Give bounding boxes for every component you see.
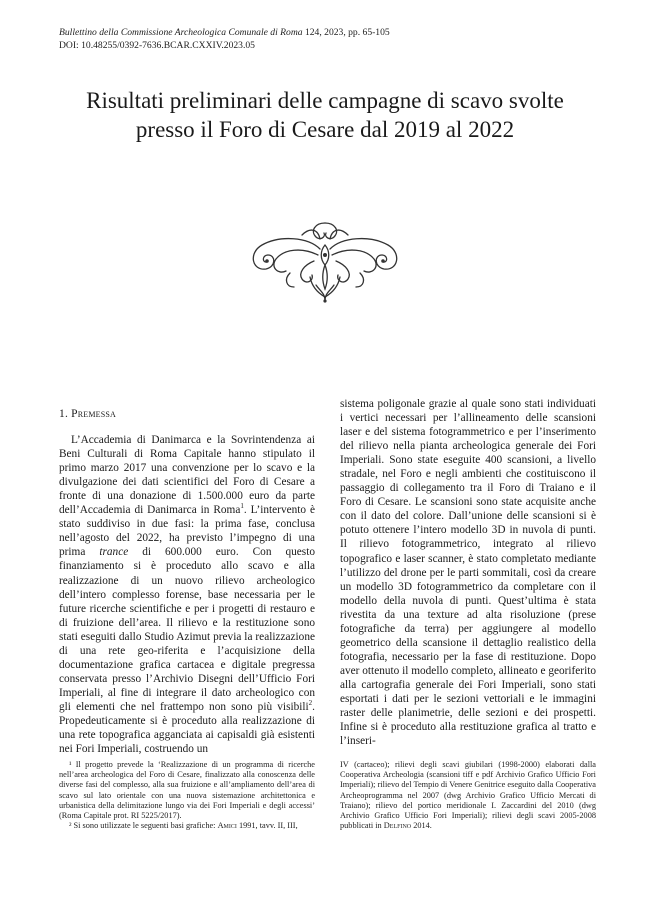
- journal-citation: [59, 26, 599, 39]
- footnote-ref[interactable]: 1: [240, 502, 244, 511]
- decorative-scroll-ornament-icon: [240, 215, 410, 305]
- text-run-italic: trance: [99, 546, 129, 559]
- footnote-2-continued: [340, 760, 596, 831]
- footnote-2: [59, 821, 315, 831]
- text-run: . Propedeuticamente si è proceduto alla realizzazione di una rete topografica agganciata ai capisaldi già esistenti nei Fori Imperiali, costruendo un: [59, 700, 315, 756]
- author-small-caps: Amici: [217, 821, 237, 831]
- footnote-ref[interactable]: 2: [308, 699, 313, 708]
- doi-line: DOI: 10.48255/0392-7636.BCAR.CXXIV.2023.05: [59, 40, 255, 51]
- body-paragraph-continued: sistema poligonale grazie al quale sono stati individuati i vertici necessari per l’allineamento delle scansioni laser e del sistema fotogrammetrico e per l’inserimento del rilievo nella pianta archeologica generale dei Fori Imperiali. Sono state eseguite 400 scansioni, a livello stradale, nel Foro e negli ambienti che costituiscono il passaggio di collegamento tra il Foro di Traiano e il Foro di Cesare. Le scansioni sono state acquisite anche con il dato del colore. Dall’unione delle scansioni si è potuto ottenere l’intero modello 3D in nuvola di punti. Il rilievo fotogrammetrico, integrato al rilievo topografico e laser scanner, è stato completato mediante l’utilizzo del drone per le parti sommitali, così da creare un modello 3D fotogrammetrico da completare con il modello della nuvola di punti. Quest’ultima è stata rivestita da una texture ad alta risoluzione (prese fotografiche da terra) per aggiungere al modello geometrico della scansione il dettaglio realistico della fotografia, necessario per la fase di restituzione. Dopo aver ottenuto il modello completo, allineato e georiferito alla cartografia generale dei Fori Imperiali, sono stati esportati i dati per le sezioni vettoriali e le immagini raster delle planimetrie, delle sezioni e dei prospetti. Infine si è proceduto alla restituzione grafica al tratto e l’inseri-: [340, 398, 596, 748]
- journal-name: Bullettino della Commissione Archeologica Comunale di Roma: [59, 27, 303, 38]
- text-run: ² Si sono utilizzate le seguenti basi grafiche:: [69, 821, 218, 831]
- text-run: 1991, tavv. II, III,: [236, 821, 298, 831]
- text-run: . L’intervento è stato suddiviso in due fasi: la prima fase, conclusa nell’agosto del 2022, ha previsto l’impegno di una prima: [59, 504, 315, 559]
- body-column-left: [59, 397, 315, 756]
- section-name: Premessa: [71, 408, 117, 420]
- section-heading: [59, 407, 315, 421]
- running-header: [59, 26, 599, 52]
- article-title-line-1: Risultati preliminari delle campagne di scavo svolte: [86, 88, 564, 113]
- article-title: [40, 86, 610, 144]
- body-paragraph: [59, 433, 315, 756]
- author-small-caps: Delfino: [383, 821, 412, 831]
- footnotes-right: [340, 760, 596, 831]
- section-number: 1.: [59, 408, 72, 420]
- text-run: IV (cartaceo); rilievi degli scavi giubilari (1998-2000) elaborati dalla Cooperativa Archeologia (scansioni tiff e pdf Archivio Grafico Ufficio Fori Imperiali); rilievo del Tempio di Venere Genitrice eseguito dalla Cooperativa Archeoprogramma nel 2007 (dwg Archivio Grafico Ufficio Mercati di Traiano); rilievo del portico meridionale I. Zaccardini del 2010 (dwg Archivio Grafico Ufficio Fori Imperiali); rilievi degli scavi 2005-2008 pubblicati in: [340, 760, 596, 831]
- text-run: di 600.000 euro. Con questo finanziamento si è proceduto allo scavo e alla realizzazione di un nuovo rilievo archeologico dell’intero complesso forense, base necessaria per le future ricerche scientifiche e per i progetti di restauro e di fruizione dell’area. Il rilievo e la restituzione sono stati eseguiti dallo Studio Azimut previa la realizzazione di una rete geo-riferita e l’acquisizione della documentazione grafica cartacea e digitale pregressa conservata presso l’Archivio Disegni dell’Ufficio Fori Imperiali, al fine di integrare il dato archeologico con gli elementi che nel frattempo non sono più visibili: [59, 546, 315, 713]
- footnote-1: ¹ Il progetto prevede la ‘Realizzazione di un programma di ricerche nell’area archeologica del Foro di Cesare, finalizzato alla conoscenza delle diverse fasi del complesso, alla sua fruizione e all’ampliamento dell’area di scavo sul lato orientale con una nuova sistemazione architettonica e urbanistica della delimitazione lungo via dei Fori Imperiali e degli accessi’ (Roma Capitale prot. RI 5225/2017).: [59, 760, 315, 821]
- text-run: L’Accademia di Danimarca e la Sovrintendenza ai Beni Culturali di Roma Capitale hanno stipulato il primo marzo 2017 una convenzione per lo scavo e la divulgazione dei dati scientifici del Foro di Cesare a fronte di una donazione di 1.500.000 euro da parte dell’Accademia di Danimarca in Roma: [59, 434, 315, 517]
- journal-volume-pages: 124, 2023, pp. 65-105: [302, 27, 390, 38]
- article-title-line-2: presso il Foro di Cesare dal 2019 al 2022: [135, 117, 515, 142]
- text-run: 2014.: [411, 821, 432, 831]
- footnotes-left: [59, 760, 315, 831]
- body-column-right: [340, 397, 596, 748]
